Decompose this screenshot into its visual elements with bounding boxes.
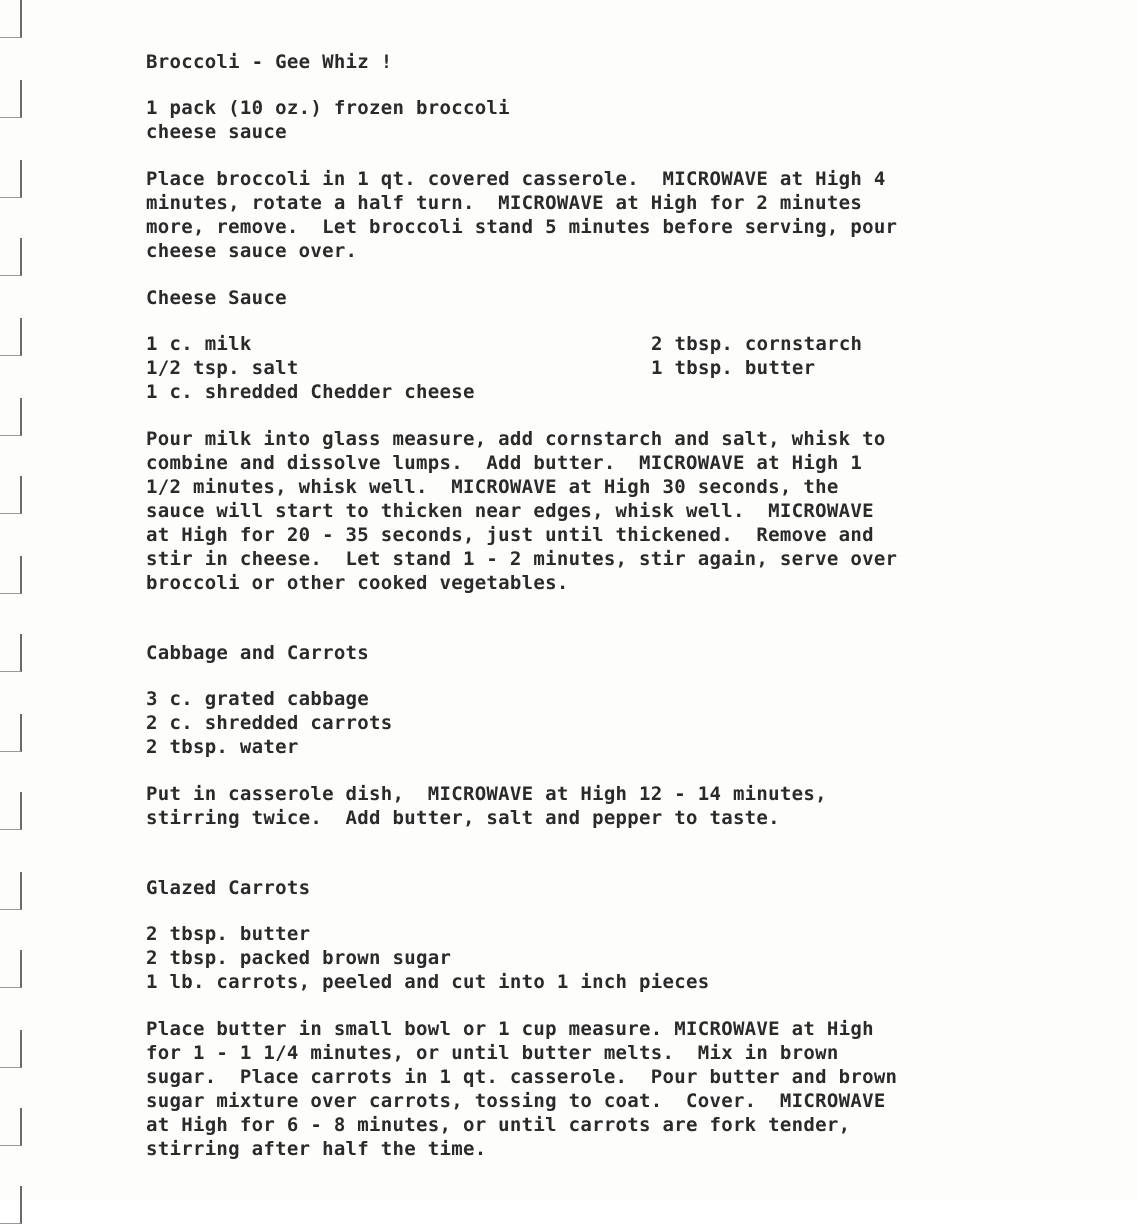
direction-line: broccoli or other cooked vegetables. [146,572,569,594]
recipe-cheese-sauce [146,286,1106,595]
ingredient-line: 2 tbsp. cornstarch [651,333,863,355]
binding-mark [0,872,22,910]
ingredient-line: 2 c. shredded carrots [146,712,393,734]
recipe-broccoli [146,50,1106,263]
binding-mark [0,950,22,988]
directions [146,167,1106,263]
ingredient-line: cheese sauce [146,121,287,143]
directions [146,782,1106,830]
spiral-binding [0,0,40,1200]
binding-mark [0,1108,22,1146]
binding-mark [0,1186,22,1224]
ingredient-line: 3 c. grated cabbage [146,688,370,710]
binding-mark [0,792,22,830]
direction-line: stir in cheese. Let stand 1 - 2 minutes, stir again, serve over [146,548,898,570]
direction-line: for 1 - 1 1/4 minutes, or until butter melts. Mix in brown [146,1042,839,1064]
ingredient-line: 2 tbsp. butter [146,923,311,945]
directions [146,1017,1106,1161]
direction-line: Pour milk into glass measure, add cornstarch and salt, whisk to [146,428,886,450]
ingredient-list [146,922,1106,994]
binding-mark [0,556,22,594]
direction-line: 1/2 minutes, whisk well. MICROWAVE at High 30 seconds, the [146,476,839,498]
recipe-content [146,50,1106,1184]
direction-line: Place broccoli in 1 qt. covered casserole. MICROWAVE at High 4 [146,168,886,190]
binding-mark [0,238,22,276]
ingredient-line: 1 tbsp. butter [651,357,816,379]
direction-line: sugar mixture over carrots, tossing to coat. Cover. MICROWAVE [146,1090,886,1112]
ingredient-list-left [146,332,651,404]
ingredient-line: 2 tbsp. packed brown sugar [146,947,452,969]
binding-mark [0,634,22,672]
direction-line: Put in casserole dish, MICROWAVE at High 12 - 14 minutes, [146,783,827,805]
binding-mark [0,714,22,752]
binding-mark [0,318,22,356]
binding-mark [0,80,22,118]
ingredient-line: 1 c. shredded Chedder cheese [146,381,475,403]
ingredient-list-right [651,332,1051,404]
direction-line: sauce will start to thicken near edges, whisk well. MICROWAVE [146,500,874,522]
direction-line: sugar. Place carrots in 1 qt. casserole. Pour butter and brown [146,1066,898,1088]
direction-line: Place butter in small bowl or 1 cup measure. MICROWAVE at High [146,1018,874,1040]
ingredient-list [146,96,1106,144]
direction-line: minutes, rotate a half turn. MICROWAVE at High for 2 minutes [146,192,863,214]
direction-line: at High for 6 - 8 minutes, or until carrots are fork tender, [146,1114,851,1136]
direction-line: combine and dissolve lumps. Add butter. MICROWAVE at High 1 [146,452,863,474]
binding-mark [0,160,22,198]
ingredient-line: 1 c. milk [146,333,252,355]
recipe-title: Glazed Carrots [146,877,311,899]
recipe-title: Cheese Sauce [146,287,287,309]
recipe-cabbage-carrots [146,641,1106,830]
recipe-title: Cabbage and Carrots [146,642,370,664]
binding-mark [0,1030,22,1068]
direction-line: at High for 20 - 35 seconds, just until thickened. Remove and [146,524,874,546]
direction-line: more, remove. Let broccoli stand 5 minutes before serving, pour [146,216,898,238]
ingredient-columns [146,332,1106,404]
binding-mark [0,398,22,436]
ingredient-line: 2 tbsp. water [146,736,299,758]
direction-line: stirring after half the time. [146,1138,487,1160]
recipe-glazed-carrots [146,876,1106,1161]
directions [146,427,1106,595]
recipe-title: Broccoli - Gee Whiz ! [146,51,393,73]
direction-line: stirring twice. Add butter, salt and pepper to taste. [146,807,780,829]
ingredient-list [146,687,1106,759]
direction-line: cheese sauce over. [146,240,358,262]
binding-mark [0,0,22,38]
ingredient-line: 1 lb. carrots, peeled and cut into 1 inch pieces [146,971,710,993]
ingredient-line: 1/2 tsp. salt [146,357,299,379]
ingredient-line: 1 pack (10 oz.) frozen broccoli [146,97,510,119]
binding-mark [0,476,22,514]
